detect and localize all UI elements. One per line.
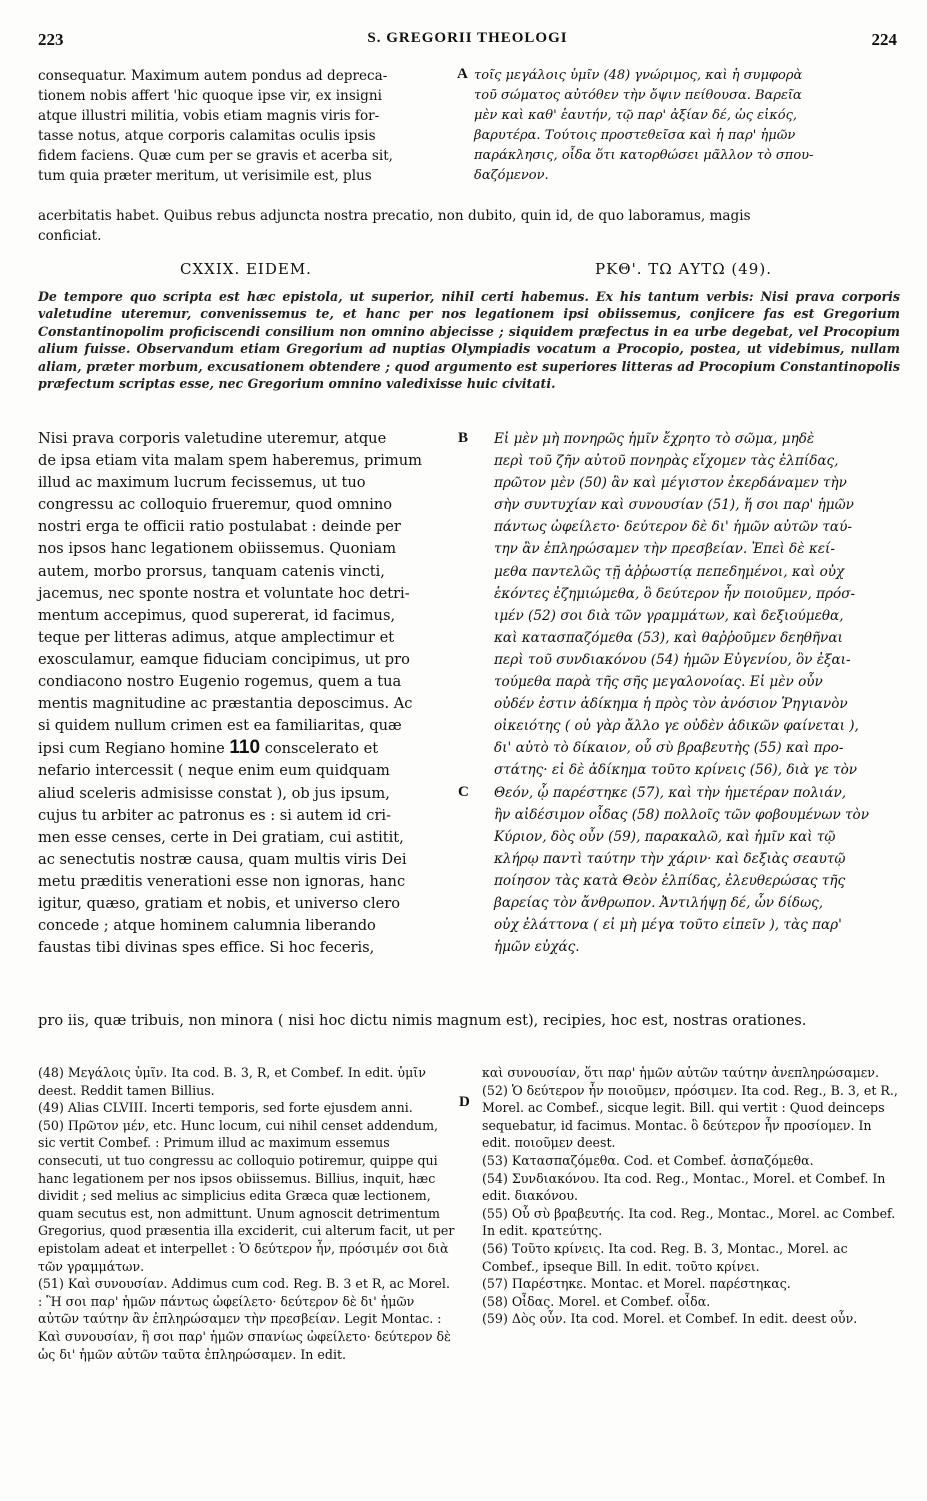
greek-line: καὶ κατασπαζόμεθα (53), καὶ θαῤῥοῦμεν δεηθῆναι [494, 629, 843, 646]
footnote: (57) Παρέστηκε. Montac. et Morel. παρέστηκας. [482, 1276, 791, 1292]
footnote: (48) Μεγάλοις ὑμῖν. Ita cod. B. 3, R, et Combef. In edit. ὑμῖν deest. Reddit tamen Billius. [38, 1065, 426, 1098]
greek-line: κλήρῳ παντὶ ταύτην τὴν χάριν· καὶ δεξιὰς σεαυτῷ [494, 850, 846, 867]
greek-line: τοῖς μεγάλοις ὑμῖν (48) γνώριμος, καὶ ἡ συμφορὰ [474, 68, 803, 83]
margin-marker-b: B [458, 430, 469, 446]
letter-heading-greek: ΡΚΘ'. ΤΩ ΑΥΤΩ (49). [595, 260, 772, 278]
latin-line: cujus tu arbiter ac patronus es : si autem id cri- [38, 806, 392, 824]
footnote: (50) Πρῶτον μέν, etc. Hunc locum, cui nihil censet addendum, sic vertit Combef. : Primum illud ac maximum essemus consecuti, ut tuo congressu ac colloquio potiremur, quippe qui hanc legationem per nos ipsos obiissemus. Billius, inquit, hæc dividit ; sed melius ac simplicius edita Græca quæ lectionem, quam secutus est, non admittunt. Unum agnoscit detrimentum Gregorius, quod præsentia illa exciderit, cui alterum facit, ut per epistolam adeat et interpellet : Ὁ δεύτερον ἦν, πρόσιμέν σοι διὰ τῶν γραμμάτων. [38, 1117, 455, 1274]
greek-line: παράκλησις, οἶδα ὅτι κατορθώσει μᾶλλον τὸ σπου- [474, 148, 814, 163]
latin-line [38, 737, 458, 760]
footnote: (59) Δὸς οὖν. Ita cod. Morel. et Combef. In edit. deest οὖν. [482, 1311, 858, 1327]
latin-line: illud ac maximum lucrum fecissemus, ut tuo [38, 474, 366, 492]
greek-line: περὶ τοῦ ζῆν αὐτοῦ πονηρὰς εἴχομεν τὰς ἐλπίδας, [494, 453, 839, 470]
latin-line: men esse censes, certe in Dei gratiam, cui astitit, [38, 828, 404, 846]
footnote: (49) Alias CLVIII. Incerti temporis, sed forte ejusdem anni. [38, 1100, 413, 1116]
intro-paragraph: De tempore quo scripta est hæc epistola, ut superior, nihil certi habemus. Ex his tantum verbis: Nisi prava corporis valetudine uteremur, convenissemus te, et hanc per nos legationem ipsi obiissemus, conjicere fas est Gregorium Constantinopolim proficiscendi consilium non omnino abjecisse ; siquidem præfectus in ea urbe degebat, vel Procopium alium fuisse. Observandum etiam Gregorium ad nuptias Olympiadis vocatum a Procopio, postea, ut videbimus, nullam aliam, præter morbum, excusationem obtendere ; quod argumento est superiores litteras ad Procopium Constantinopolis præfectum scriptas esse, nec Gregorium omnino valedixisse huic civitati. [38, 289, 900, 392]
greek-line: μὲν καὶ καθ' ἑαυτήν, τῷ παρ' ἀξίαν δέ, ὡς εἰκός, [474, 108, 798, 123]
greek-line: δαζόμενον. [474, 168, 549, 183]
greek-line: στάτης· εἰ δὲ ἀδίκημα τοῦτο κρίνεις (56), διὰ γε τὸν [494, 762, 858, 779]
footnote: (54) Συνδιακόνου. Ita cod. Reg., Montac., Morel. et Combef. In edit. διακόνου. [482, 1170, 886, 1204]
column-number-110: 110 [229, 737, 261, 759]
latin-line: concede ; atque hominem calumnia liberando [38, 917, 376, 935]
latin-line: de ipsa etiam vita malam spem haberemus, primum [38, 452, 423, 470]
page-number-right: 224 [871, 30, 897, 49]
page-number-left: 223 [38, 30, 64, 49]
latin-full-width-top [38, 206, 900, 246]
greek-line: ἣν αἰδέσιμον οἶδας (58) πολλοῖς τῶν φοβουμένων τὸν [494, 806, 869, 823]
latin-line: tionem nobis affert 'hic quoque ipse vir, ex insigni [38, 88, 382, 104]
latin-line: tum quia præter meritum, ut verisimile est, plus [38, 168, 372, 184]
latin-line: fidem faciens. Quæ cum per se gravis et acerba sit, [38, 148, 393, 164]
greek-line: περὶ τοῦ συνδιακόνου (54) ἡμῶν Εὐγενίου, ὃν ἐξαι- [494, 651, 851, 668]
footnote: (52) Ὁ δεύτερον ἦν ποιοῦμεν, πρόσιμεν. Ita cod. Reg., B. 3, et R., Morel. ac Combef., sicque legit. Bill. qui vertit : Quod deinceps sequebatur, id facimus. Montac. ὃ δεύτερον ἦν προσίομεν. In edit. ποιοῦμεν deest. [482, 1082, 898, 1151]
latin-line: faustas tibi divinas spes effice. Si hoc feceris, [38, 939, 375, 957]
editorial-introduction [38, 288, 900, 392]
running-title: S. GREGORII THEOLOGI [367, 30, 568, 46]
margin-marker-c: C [458, 784, 469, 800]
greek-line: ιμέν (52) σοι διὰ τῶν γραμμάτων, καὶ δεξιούμεθα, [494, 607, 844, 624]
latin-line: consequatur. Maximum autem pondus ad depreca- [38, 68, 388, 84]
greek-line: τοῦ σώματος αὐτόθεν τὴν ὄψιν πείθουσα. Βαρεῖα [474, 88, 802, 103]
latin-full-width-body [38, 1010, 900, 1032]
latin-line: tasse notus, atque corporis calamitas oculis ipsis [38, 128, 376, 144]
footnote: καὶ συνουσίαν, ὅτι παρ' ἡμῶν αὐτῶν ταύτην ἀνεπληρώσαμεν. [482, 1065, 879, 1080]
greek-line: οἰκειότης ( οὐ γὰρ ἄλλο γε οὐδὲν ἀδικῶν φαίνεται ), [494, 718, 859, 735]
latin-line: congressu ac colloquio frueremur, quod omnino [38, 496, 393, 514]
latin-line: nos ipsos hanc legationem obiissemus. Quoniam [38, 540, 397, 558]
footnotes-left [38, 1064, 456, 1363]
greek-line: την ἂν ἐπληρώσαμεν τὴν πρεσβείαν. Ἐπεὶ δὲ κεί- [494, 541, 835, 558]
greek-line: ἑκόντες ἐζημιώμεθα, ὃ δεύτερον ἦν ποιοῦμεν, πρόσ- [494, 585, 856, 602]
greek-column-body [494, 428, 904, 958]
latin-line: ac senectutis nostræ causa, quam multis viris Dei [38, 850, 407, 868]
greek-line: ποίησον τὰς κατὰ Θεὸν ἐλπίδας, ἐλευθερώσας τῆς [494, 872, 846, 889]
latin-line: mentis magnitudine ac præstantia deposcimus. Ac [38, 695, 413, 713]
latin-column-body [38, 428, 458, 959]
latin-line: autem, morbo prorsus, tanquam catenis vincti, [38, 562, 385, 580]
latin-line: conficiat. [38, 228, 102, 244]
greek-line: βαρείας τὸν ἄνθρωπον. Ἀντιλήψῃ δέ, ὧν δίδως, [494, 894, 824, 911]
latin-line: atque illustri militia, vobis etiam magnis viris for- [38, 108, 380, 124]
latin-line: teque per litteras adimus, atque amplectimur et [38, 628, 395, 646]
greek-line: πρῶτον μὲν (50) ἂν καὶ μέγιστον ἐκερδάναμεν τὴν [494, 475, 847, 492]
running-header [38, 30, 897, 52]
greek-line: τούμεθα παρὰ τῆς σῆς μεγαλονοίας. Εἰ μὲν οὖν [494, 674, 823, 691]
greek-line: Εἰ μὲν μὴ πονηρῶς ἡμῖν ἔχρητο τὸ σῶμα, μηδὲ [494, 431, 815, 447]
greek-line: Θεόν, ᾧ παρέστηκε (57), καὶ τὴν ἡμετέραν πολιάν, [494, 784, 847, 801]
greek-line: οὐχ ἐλάττονα ( εἰ μὴ μέγα τοῦτο εἰπεῖν ), τὰς παρ' [494, 917, 842, 934]
latin-line: nefario intercessit ( neque enim eum quidquam [38, 762, 390, 780]
greek-line: Κύριον, δὸς οὖν (59), παρακαλῶ, καὶ ἡμῖν καὶ τῷ [494, 828, 836, 845]
latin-line: nostri erga te officii ratio postulabat : deinde per [38, 518, 401, 536]
latin-line: si quidem nullum crimen est ea familiaritas, quæ [38, 717, 402, 735]
letter-heading-latin: CXXIX. EIDEM. [180, 260, 312, 278]
latin-line: exosculamur, eamque fiduciam concipimus, ut pro [38, 650, 410, 668]
greek-line: σὴν συντυχίαν καὶ συνουσίαν (51), ἥ σοι παρ' ἡμῶν [494, 497, 854, 514]
greek-line: μεθα παντελῶς τῇ ἀῤῥωστίᾳ πεπεδημένοι, καὶ οὐχ [494, 563, 845, 580]
latin-line: igitur, quæso, gratiam et nobis, et universo clero [38, 894, 401, 912]
footnotes-right [482, 1064, 900, 1328]
greek-line: πάντως ὠφείλετο· δεύτερον δὲ δι' ἡμῶν αὐτῶν ταύ- [494, 519, 852, 536]
latin-column-top [38, 66, 458, 186]
latin-line: acerbitatis habet. Quibus rebus adjuncta nostra precatio, non dubito, quin id, de quo laboramus, magis [38, 208, 751, 224]
greek-line: βαρυτέρα. Τούτοις προστεθεῖσα καὶ ἡ παρ' ἡμῶν [474, 128, 796, 143]
footnote: (58) Οἶδας. Morel. et Combef. οἶδα. [482, 1293, 711, 1309]
latin-line: jacemus, nec sponte nostra et voluntate hoc detri- [38, 584, 410, 602]
margin-marker-a: A [457, 66, 468, 82]
greek-column-top [474, 66, 900, 186]
latin-line: condiacono nostro Eugenio rogemus, quem a tua [38, 673, 402, 691]
margin-marker-d: D [459, 1094, 470, 1110]
latin-line: metu præditis venerationi esse non ignoras, hanc [38, 872, 406, 890]
greek-line: οὐδέν ἐστιν ἀδίκημα ἡ πρὸς τὸν ἀνόσιον Ῥηγιανὸν [494, 696, 848, 713]
footnote: (56) Τοῦτο κρίνεις. Ita cod. Reg. B. 3, Montac., Morel. ac Combef., ipseque Bill. In edit. τοῦτο κρίνει. [482, 1240, 848, 1274]
footnote: (53) Κατασπαζόμεθα. Cod. et Combef. ἀσπαζόμεθα. [482, 1152, 814, 1168]
latin-line: pro iis, quæ tribuis, non minora ( nisi hoc dictu nimis magnum est), recipies, hoc est, nostras orationes. [38, 1012, 807, 1029]
latin-line: aliud sceleris admisisse constat ), ob jus ipsum, [38, 784, 390, 802]
greek-line: ἡμῶν εὐχάς. [494, 939, 580, 956]
greek-line: δι' αὐτὸ τὸ δίκαιον, οὗ σὺ βραβευτὴς (55) καὶ προ- [494, 740, 844, 757]
latin-line: mentum accepimus, quod supererat, id facimus, [38, 606, 396, 624]
latin-line-text: conscelerato et [264, 740, 379, 758]
footnote: (55) Οὗ σὺ βραβευτής. Ita cod. Reg., Montac., Morel. ac Combef. In edit. κρατεύτης. [482, 1205, 896, 1239]
latin-line: Nisi prava corporis valetudine uteremur, atque [38, 430, 387, 447]
footnote: (51) Καὶ συνουσίαν. Addimus cum cod. Reg. B. 3 et R, ac Morel. : Ἣ σοι παρ' ἡμῶν πάντως ὠφείλετο· δεύτερον δὲ δι' ἡμῶν αὐτῶν ταύτην ἂν ἐπληρώσαμεν τὴν πρεσβείαν. Legit Montac. : Καὶ συνουσίαν, ἣ σοι παρ' ἡμῶν σπανίως ὠφείλετο· δεύτερον δὲ ὡς δι' ἡμῶν αὐτῶν ταῦτα ἐπληρώσαμεν. In edit. [38, 1276, 451, 1362]
latin-line-text: ipsi cum Regiano homine [38, 740, 225, 758]
